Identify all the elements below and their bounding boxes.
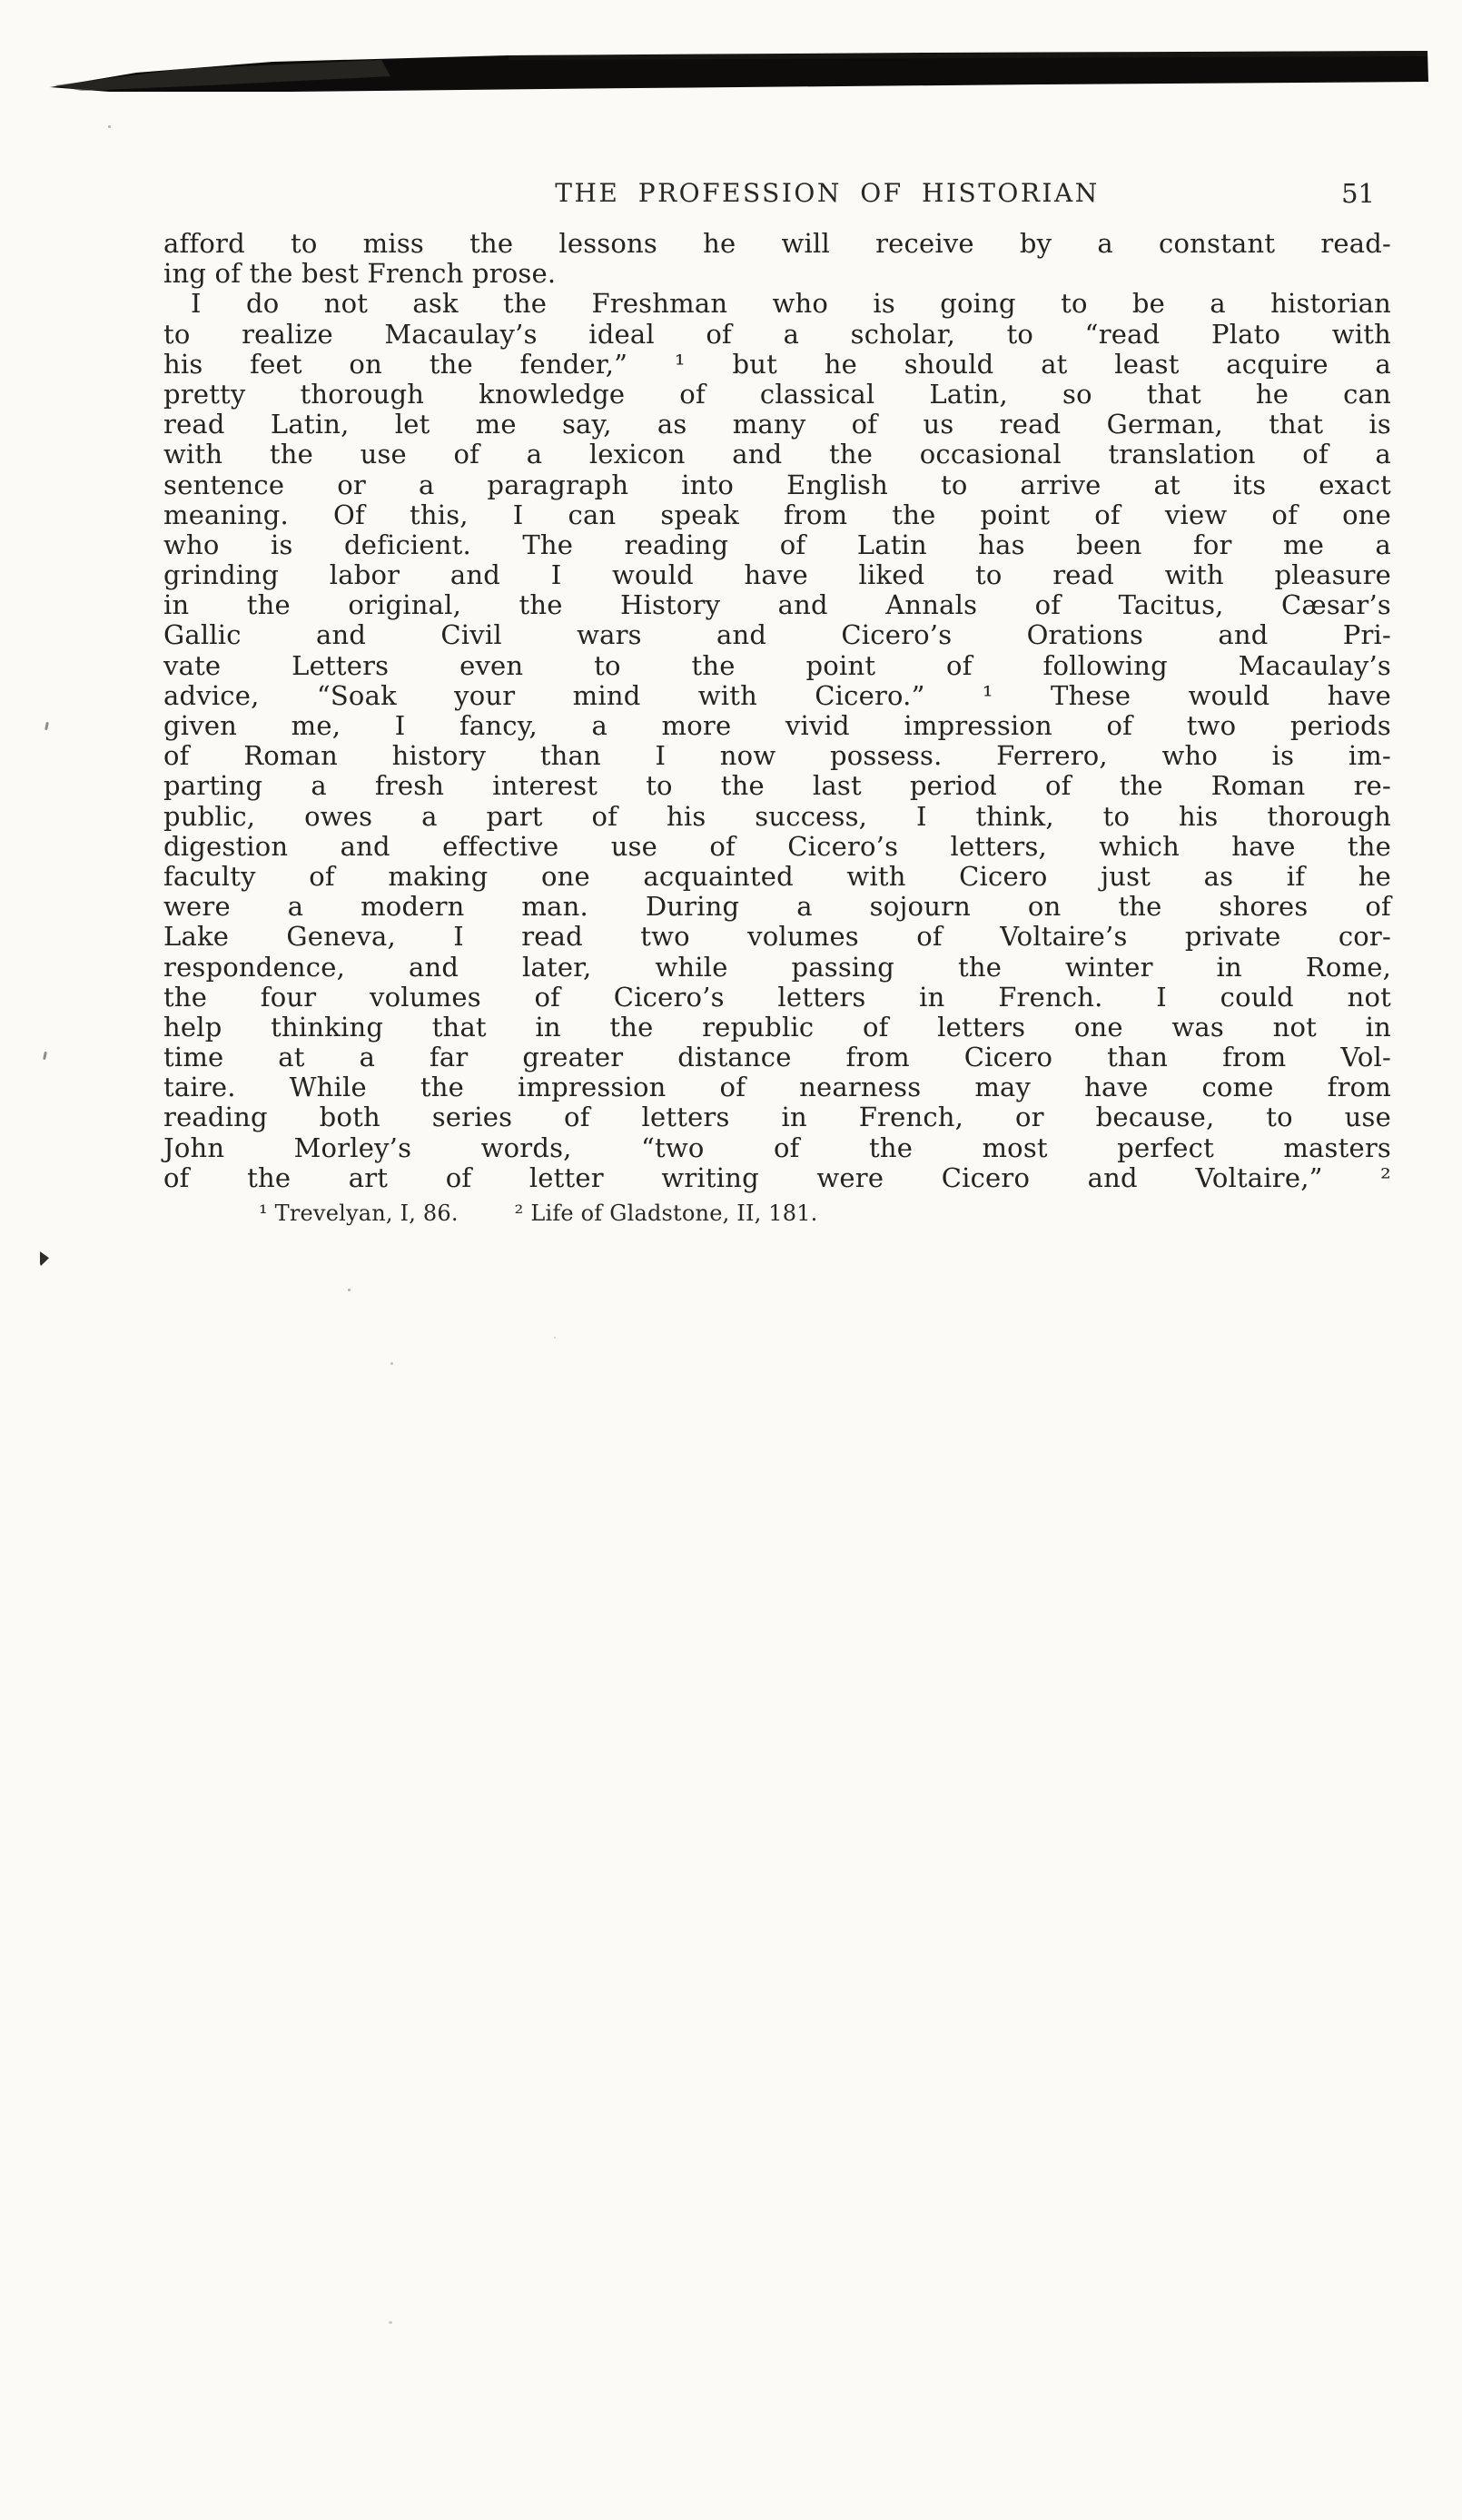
text-line: to realize Macaulay’s ideal of a scholar, to “read Plato with: [163, 318, 1391, 350]
text-line: pretty thorough knowledge of classical Latin, so that he can: [163, 378, 1391, 410]
scan-speck: [554, 1337, 556, 1339]
text-line: ing of the best French prose.: [163, 258, 557, 290]
text-line: respondence, and later, while passing the winter in Rome,: [163, 951, 1391, 983]
page-number: 51: [1341, 178, 1375, 209]
text-line: help thinking that in the republic of letters one was not in: [163, 1011, 1391, 1043]
text-line: afford to miss the lessons he will receive by a constant read-: [163, 228, 1391, 259]
margin-tick-mark: [44, 722, 49, 730]
text-line: who is deficient. The reading of Latin has been for me a: [163, 529, 1391, 560]
scan-speck: [390, 1362, 393, 1365]
text-line: read Latin, let me say, as many of us read German, that is: [163, 409, 1391, 440]
text-line: faculty of making one acquainted with Cicero just as if he: [163, 860, 1391, 892]
margin-tick-mark: [43, 1052, 47, 1060]
body-text-block: [163, 229, 1391, 1193]
text-line: John Morley’s words, “two of the most perfect masters: [163, 1132, 1391, 1163]
text-line: of the art of letter writing were Cicero and Voltaire,” ²: [163, 1161, 1391, 1193]
text-line: in the original, the History and Annals of Tacitus, Cæsar’s: [163, 589, 1391, 621]
text-line: the four volumes of Cicero’s letters in French. I could not: [163, 981, 1391, 1013]
scan-speck: [348, 1289, 351, 1291]
text-line: meaning. Of this, I can speak from the point of view of one: [163, 499, 1391, 530]
page-header: [163, 178, 1391, 211]
running-title: THE PROFESSION OF HISTORIAN: [555, 178, 1100, 208]
text-line: public, owes a part of his success, I think, to his thorough: [163, 800, 1391, 832]
scan-speck: [108, 125, 111, 128]
text-line: parting a fresh interest to the last period of the Roman re-: [163, 770, 1391, 802]
text-line: I do not ask the Freshman who is going to be a historian: [191, 288, 1391, 320]
text-line: given me, I fancy, a more vivid impression of two periods: [163, 710, 1391, 741]
scan-edge-band: [0, 0, 1462, 118]
text-line: sentence or a paragraph into English to arrive at its exact: [163, 469, 1391, 500]
scan-speck: [389, 2321, 392, 2324]
text-line: reading both series of letters in French, or because, to use: [163, 1102, 1391, 1133]
text-line: digestion and effective use of Cicero’s letters, which have the: [163, 830, 1391, 862]
text-line: taire. While the impression of nearness may have come from: [163, 1072, 1391, 1103]
footnote-1: ¹ Trevelyan, I, 86.: [259, 1201, 459, 1226]
text-line: time at a far greater distance from Cicero than from Vol-: [163, 1042, 1391, 1073]
text-line: vate Letters even to the point of following Macaulay’s: [163, 649, 1391, 681]
footnotes-row: [259, 1201, 818, 1226]
text-line: were a modern man. During a sojourn on the shores of: [163, 891, 1391, 923]
text-line: Gallic and Civil wars and Cicero’s Orations and Pri-: [163, 619, 1391, 651]
margin-pen-mark: [40, 1251, 49, 1266]
text-line: with the use of a lexicon and the occasional translation of a: [163, 439, 1391, 470]
footnote-2: ² Life of Gladstone, II, 181.: [514, 1201, 818, 1226]
text-line: grinding labor and I would have liked to read with pleasure: [163, 559, 1391, 591]
text-line: advice, “Soak your mind with Cicero.” ¹ These would have: [163, 679, 1391, 711]
text-line: Lake Geneva, I read two volumes of Voltaire’s private cor-: [163, 921, 1391, 953]
text-line: of Roman history than I now possess. Ferrero, who is im-: [163, 740, 1391, 772]
text-line: his feet on the fender,” ¹ but he should at least acquire a: [163, 348, 1391, 380]
